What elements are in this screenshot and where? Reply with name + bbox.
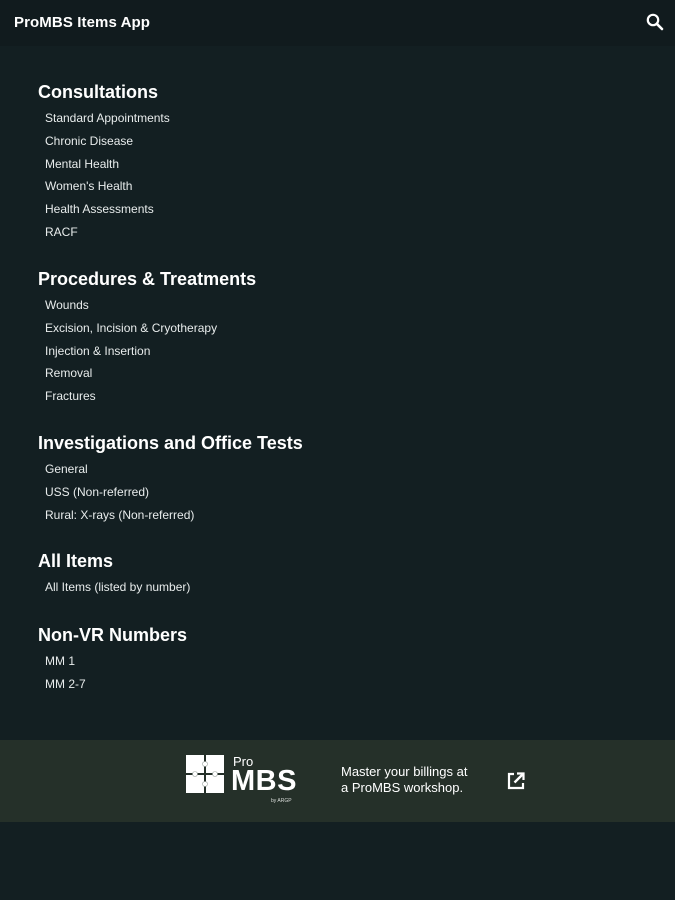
- external-link-icon: [506, 771, 526, 791]
- puzzle-logo-icon: [185, 754, 227, 796]
- prombs-logo: [185, 754, 297, 808]
- search-button[interactable]: [644, 11, 666, 33]
- list-item[interactable]: Standard Appointments: [45, 111, 170, 125]
- list-item[interactable]: Injection & Insertion: [45, 343, 151, 358]
- list-item[interactable]: RACF: [45, 224, 78, 239]
- list-item[interactable]: MM 2-7: [45, 676, 86, 691]
- banner-line-2: a ProMBS workshop.: [341, 780, 464, 795]
- section-title: Consultations: [38, 82, 158, 102]
- list-item[interactable]: Fractures: [45, 389, 96, 404]
- logo-pro-text: Pro: [233, 754, 254, 769]
- list-item[interactable]: Mental Health: [45, 156, 120, 171]
- list-item[interactable]: MM 1: [45, 654, 75, 668]
- workshop-banner[interactable]: [0, 740, 675, 822]
- list-item[interactable]: Wounds: [45, 298, 89, 312]
- section-title: Non-VR Numbers: [38, 625, 188, 645]
- list-item[interactable]: USS (Non-referred): [45, 484, 150, 499]
- section-title: All Items: [38, 551, 114, 571]
- list-item[interactable]: Excision, Incision & Cryotherapy: [45, 320, 218, 335]
- list-item[interactable]: Women's Health: [45, 179, 133, 194]
- app-title: ProMBS Items App: [14, 14, 151, 31]
- list-item[interactable]: Chronic Disease: [45, 133, 134, 148]
- list-item[interactable]: General: [45, 462, 88, 476]
- list-item[interactable]: Rural: X-rays (Non-referred): [45, 507, 195, 522]
- section-non-vr: [38, 623, 187, 696]
- section-title: Investigations and Office Tests: [38, 433, 303, 453]
- list-item[interactable]: Health Assessments: [45, 202, 154, 217]
- section-procedures: [38, 267, 256, 408]
- logo-mbs-text: MBS: [231, 765, 297, 797]
- list-item[interactable]: All Items (listed by number): [45, 580, 191, 594]
- section-consultations: [38, 80, 170, 244]
- open-external-button[interactable]: [506, 771, 526, 791]
- section-investigations: [38, 431, 303, 526]
- logo-by-text: by ARGP: [271, 798, 292, 804]
- section-title: Procedures & Treatments: [38, 269, 257, 289]
- search-icon: [644, 11, 666, 33]
- section-all-items: [38, 549, 190, 599]
- list-item[interactable]: Removal: [45, 366, 93, 381]
- banner-line-1: Master your billings at: [341, 764, 468, 779]
- banner-message: [341, 764, 501, 796]
- app-bar: [0, 0, 675, 46]
